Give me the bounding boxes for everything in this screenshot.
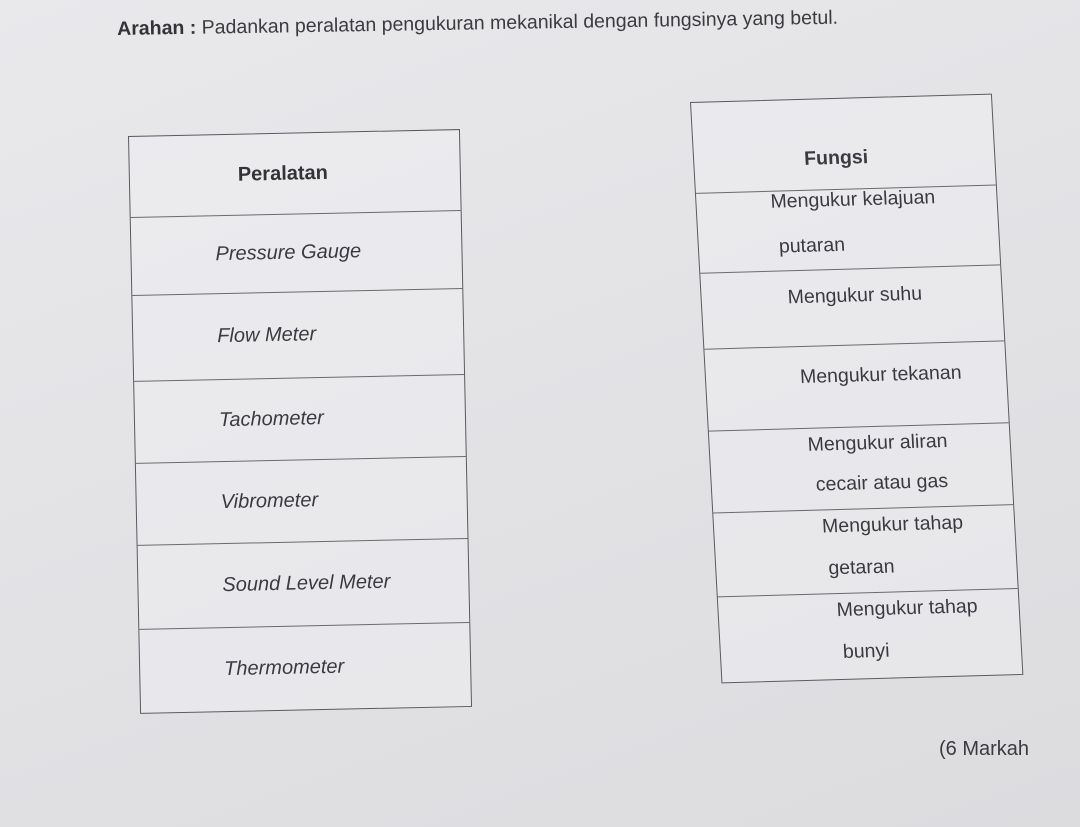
function-table (690, 94, 1023, 684)
instruction-lead: Arahan : (117, 16, 197, 40)
equipment-header: Peralatan (237, 161, 329, 186)
function-row (700, 264, 1004, 349)
function-row (704, 340, 1008, 431)
equipment-row (134, 374, 466, 464)
function-header-cell (691, 95, 996, 194)
function-line: cecair atau gas (815, 469, 949, 496)
function-line: Mengukur tahap (836, 595, 979, 622)
instruction-text: Padankan peralatan pengukuran mekanikal dengan fungsinya yang betul. (201, 6, 839, 39)
equipment-header-cell (129, 130, 461, 218)
equipment-label: Pressure Gauge (215, 239, 362, 265)
function-line: bunyi (842, 639, 891, 663)
equipment-label: Flow Meter (216, 322, 317, 347)
function-line: putaran (778, 233, 846, 258)
function-header: Fungsi (803, 146, 869, 170)
function-row (696, 184, 1000, 273)
equipment-row (138, 538, 470, 630)
function-row (718, 588, 1023, 682)
function-line: Mengukur suhu (787, 282, 923, 309)
function-row (713, 504, 1017, 597)
equipment-table (128, 129, 472, 714)
function-line: Mengukur tahap (821, 511, 964, 538)
function-row (709, 422, 1013, 513)
instruction (117, 3, 1077, 41)
function-line: Mengukur kelajuan (769, 186, 936, 213)
equipment-row (132, 288, 464, 382)
function-line: Mengukur aliran (807, 429, 949, 456)
equipment-row (139, 622, 471, 713)
equipment-label: Sound Level Meter (222, 570, 391, 596)
equipment-row (131, 210, 463, 296)
equipment-label: Thermometer (223, 655, 345, 680)
equipment-row (136, 456, 468, 546)
marks-label: (6 Markah (939, 738, 1030, 760)
equipment-label: Vibrometer (220, 488, 319, 513)
function-line: getaran (827, 555, 896, 580)
equipment-label: Tachometer (218, 406, 325, 431)
function-line: Mengukur tekanan (799, 361, 963, 389)
